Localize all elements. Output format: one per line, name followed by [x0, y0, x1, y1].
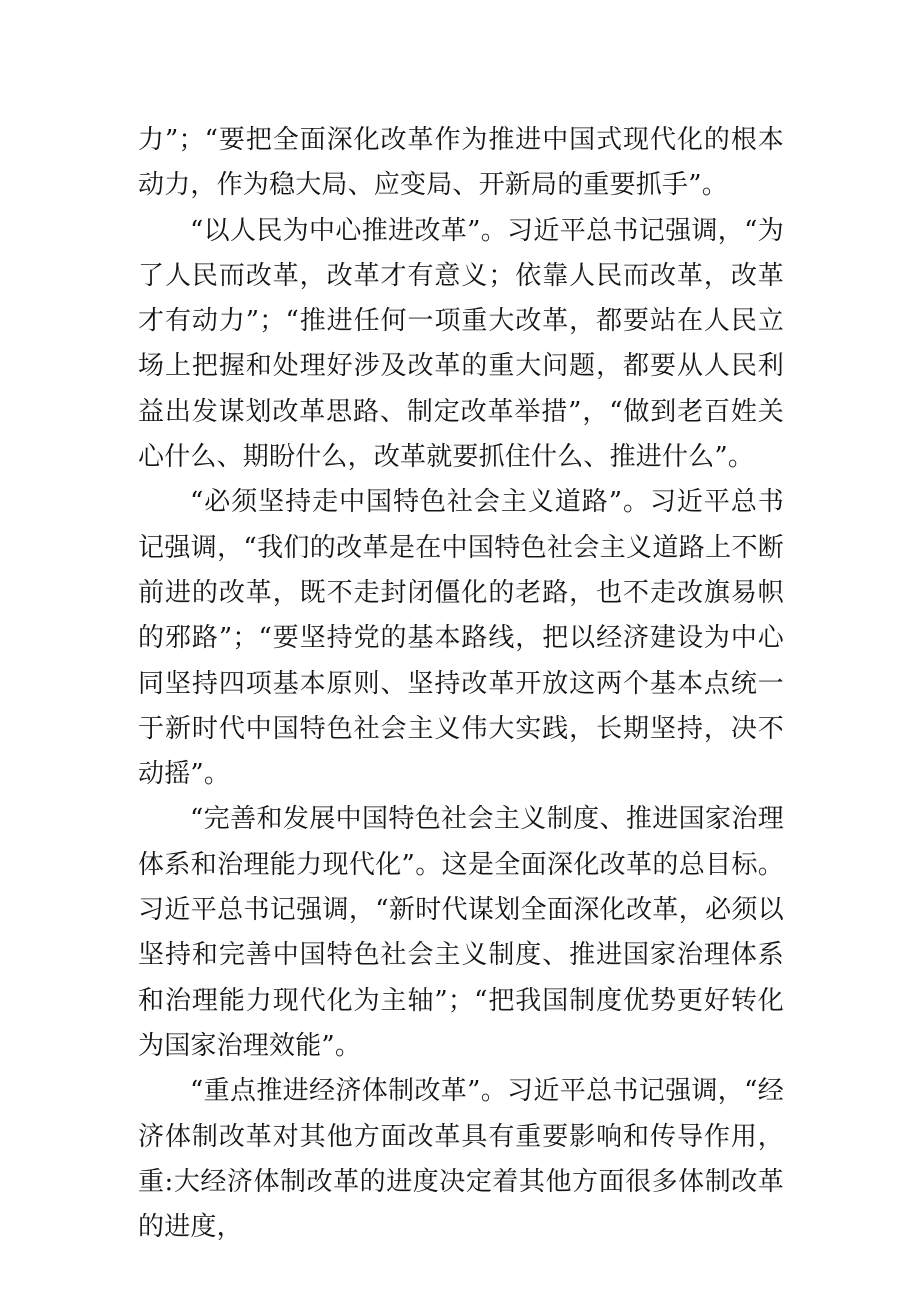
- paragraph-2: “以人民为中心推进改革”。习近平总书记强调，“为了人民而改革，改革才有意义；依靠人民而改革，改革才有动力”；“推进任何一项重大改革，都要站在人民立场上把握和处理好涉及改革的重大问题，都要从人民利益出发谋划改革思路、制定改革举措”，“做到老百姓关心什么、期盼什么，改革就要抓住什么、推进什么”。: [138, 215, 784, 473]
- document-page: [138, 118, 784, 1250]
- paragraph-5: “重点推进经济体制改革”。习近平总书记强调，“经济体制改革对其他方面改革具有重要影响和传导作用，重:大经济体制改革的进度决定着其他方面很多体制改革的进度，: [138, 1076, 784, 1243]
- paragraph-1: 力”；“要把全面深化改革作为推进中国式现代化的根本动力，作为稳大局、应变局、开新局的重要抓手”。: [138, 125, 784, 201]
- paragraph-4: “完善和发展中国特色社会主义制度、推进国家治理体系和治理能力现代化”。这是全面深化改革的总目标。习近平总书记强调，“新时代谋划全面深化改革，必须以坚持和完善中国特色社会主义制度、推进国家治理体系和治理能力现代化为主轴”；“把我国制度优势更好转化为国家治理效能”。: [138, 804, 784, 1061]
- paragraph-3: “必须坚持走中国特色社会主义道路”。习近平总书记强调，“我们的改革是在中国特色社会主义道路上不断前进的改革，既不走封闭僵化的老路，也不走改旗易帜的邪路”；“要坚持党的基本路线，把以经济建设为中心同坚持四项基本原则、坚持改革开放这两个基本点统一于新时代中国特色社会主义伟大实践，长期坚持，决不动摇”。: [138, 487, 784, 790]
